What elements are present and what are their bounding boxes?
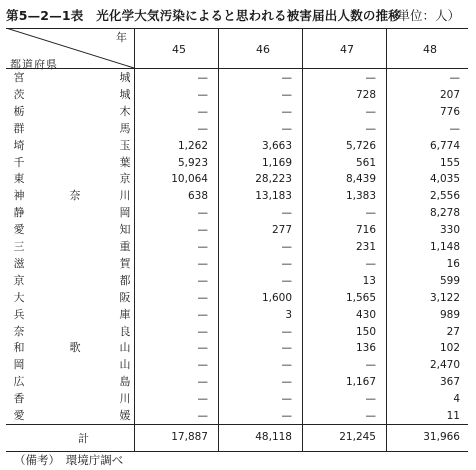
cell-value: — xyxy=(281,257,292,270)
cell-value: 5,726 xyxy=(345,139,376,152)
table-row xyxy=(6,86,468,104)
cell-value: — xyxy=(365,207,376,220)
cell-value: — xyxy=(449,122,460,135)
cell-value: 561 xyxy=(355,156,376,169)
prefecture-char: 賀 xyxy=(119,256,131,270)
prefecture-char: 東 xyxy=(13,172,25,186)
cell-value: — xyxy=(281,342,292,355)
cell-value: — xyxy=(197,105,208,118)
table-row xyxy=(6,103,468,121)
table-row xyxy=(6,221,468,239)
prefecture-char: 滋 xyxy=(13,256,25,270)
cell-value: 207 xyxy=(439,88,460,101)
cell-value: — xyxy=(197,257,208,270)
title-row xyxy=(6,6,472,22)
prefecture-char: 媛 xyxy=(119,409,131,422)
cell-value: — xyxy=(281,325,292,338)
cell-value: — xyxy=(365,257,376,270)
cell-value: 10,064 xyxy=(171,173,208,186)
table-row xyxy=(6,137,468,155)
cell-value: — xyxy=(281,393,292,406)
cell-value: — xyxy=(365,410,376,422)
cell-value: — xyxy=(449,72,460,84)
table-row xyxy=(6,323,468,341)
table-row xyxy=(6,373,468,391)
cell-value: — xyxy=(281,122,292,135)
cell-value: 728 xyxy=(355,88,376,101)
cell-value: 1,565 xyxy=(345,291,376,304)
table-row xyxy=(6,306,468,324)
cell-value: 11 xyxy=(446,410,460,422)
cell-value: 27 xyxy=(446,325,460,338)
source-note: （備考） 環境庁調べ xyxy=(14,453,124,467)
prefecture-char: 愛 xyxy=(13,223,25,237)
cell-value: — xyxy=(281,72,292,84)
table-row xyxy=(6,255,468,273)
cell-value: 231 xyxy=(355,241,376,253)
cell-value: 776 xyxy=(439,105,460,118)
prefecture-char: 馬 xyxy=(119,121,131,135)
data-table xyxy=(6,28,468,452)
cell-value: 3,122 xyxy=(429,291,460,304)
unit-label: （単位：人） xyxy=(384,8,460,23)
prefecture-char: 山 xyxy=(119,341,131,355)
cell-value: 13,183 xyxy=(255,190,292,203)
table-row xyxy=(6,356,468,374)
cell-value: — xyxy=(281,274,292,287)
cell-value: — xyxy=(197,376,208,389)
cell-value: 1,169 xyxy=(261,156,292,169)
prefecture-char: 広 xyxy=(13,375,25,389)
cell-value: — xyxy=(281,376,292,389)
prefecture-char: 城 xyxy=(119,87,131,101)
cell-value: 430 xyxy=(355,308,376,321)
cell-value: 367 xyxy=(439,376,460,389)
prefecture-char: 奈 xyxy=(69,189,81,203)
total-value: 31,966 xyxy=(423,431,460,443)
prefecture-char: 島 xyxy=(119,375,131,389)
cell-value: — xyxy=(281,410,292,422)
prefecture-char: 京 xyxy=(119,172,131,186)
table-row xyxy=(6,69,468,87)
cell-value: — xyxy=(197,241,208,253)
cell-value: 16 xyxy=(446,257,460,270)
cell-value: 8,278 xyxy=(429,207,460,220)
prefecture-char: 茨 xyxy=(13,87,25,101)
prefecture-char: 山 xyxy=(119,358,131,372)
table-row xyxy=(6,120,468,138)
total-label: 計 xyxy=(78,432,89,445)
cell-value: — xyxy=(281,88,292,101)
cell-value: — xyxy=(197,359,208,372)
table-row xyxy=(6,339,468,357)
prefecture-char: 良 xyxy=(119,324,131,338)
prefecture-char: 京 xyxy=(13,273,25,287)
cell-value: — xyxy=(197,393,208,406)
prefecture-char: 奈 xyxy=(13,324,25,338)
cell-value: 1,262 xyxy=(177,139,208,152)
year-45: 45 xyxy=(172,43,186,56)
prefecture-char: 岡 xyxy=(13,358,25,372)
prefecture-char: 三 xyxy=(13,240,25,253)
cell-value: — xyxy=(197,342,208,355)
cell-value: 277 xyxy=(271,224,292,237)
cell-value: 989 xyxy=(439,308,460,321)
cell-value: — xyxy=(197,291,208,304)
prefecture-char: 歌 xyxy=(69,341,81,355)
prefecture-char: 埼 xyxy=(13,138,25,152)
table-row xyxy=(6,204,468,222)
year-48: 48 xyxy=(423,43,437,56)
prefecture-char: 宮 xyxy=(13,71,25,84)
cell-value: — xyxy=(197,207,208,220)
cell-value: 5,923 xyxy=(177,156,208,169)
cell-value: 2,556 xyxy=(429,190,460,203)
cell-value: 1,600 xyxy=(261,291,292,304)
table-row xyxy=(6,272,468,290)
cell-value: 638 xyxy=(187,190,208,203)
cell-value: 4 xyxy=(453,393,460,406)
prefecture-char: 群 xyxy=(13,121,25,135)
cell-value: 8,439 xyxy=(345,173,376,186)
table-row xyxy=(6,289,468,307)
prefecture-char: 重 xyxy=(119,240,131,253)
prefecture-char: 庫 xyxy=(119,307,131,321)
cell-value: 716 xyxy=(355,224,376,237)
cell-value: — xyxy=(197,88,208,101)
prefecture-char: 城 xyxy=(119,71,131,84)
cell-value: — xyxy=(365,393,376,406)
prefecture-char: 栃 xyxy=(13,104,25,118)
cell-value: — xyxy=(197,274,208,287)
year-47: 47 xyxy=(340,43,354,56)
cell-value: 150 xyxy=(355,325,376,338)
prefecture-char: 兵 xyxy=(13,307,25,321)
prefecture-char: 木 xyxy=(119,104,131,118)
prefecture-char: 葉 xyxy=(119,155,131,169)
cell-value: — xyxy=(365,72,376,84)
cell-value: 155 xyxy=(439,156,460,169)
cell-value: — xyxy=(197,410,208,422)
cell-value: 4,035 xyxy=(429,173,460,186)
table-row xyxy=(6,407,468,425)
prefecture-char: 岡 xyxy=(119,206,131,220)
table-row xyxy=(6,154,468,172)
cell-value: 6,774 xyxy=(429,139,460,152)
cell-value: — xyxy=(281,241,292,253)
cell-value: — xyxy=(197,72,208,84)
year-46: 46 xyxy=(256,43,270,56)
prefecture-char: 神 xyxy=(13,189,25,203)
total-value: 21,245 xyxy=(339,431,376,443)
cell-value: 28,223 xyxy=(255,173,292,186)
prefecture-char: 香 xyxy=(13,392,25,406)
cell-value: — xyxy=(365,122,376,135)
table-row xyxy=(6,187,468,205)
table-title: 第5—2—1表 光化学大気汚染によると思われる被害届出人数の推移 xyxy=(6,8,401,23)
cell-value: 1,383 xyxy=(345,190,376,203)
prefecture-char: 大 xyxy=(13,290,25,304)
prefecture-char: 玉 xyxy=(119,138,131,152)
cell-value: 102 xyxy=(439,342,460,355)
prefecture-char: 阪 xyxy=(119,290,131,304)
cell-value: — xyxy=(197,325,208,338)
prefecture-char: 川 xyxy=(119,392,131,406)
cell-value: — xyxy=(281,105,292,118)
header-prefecture-label: 都道府県 xyxy=(10,58,58,71)
prefecture-char: 和 xyxy=(13,341,25,355)
cell-value: 13 xyxy=(362,274,376,287)
cell-value: — xyxy=(197,308,208,321)
cell-value: — xyxy=(197,224,208,237)
cell-value: 3,663 xyxy=(261,139,292,152)
cell-value: 599 xyxy=(439,274,460,287)
table-row xyxy=(6,238,468,256)
prefecture-char: 都 xyxy=(119,273,131,287)
prefecture-char: 知 xyxy=(119,223,131,237)
prefecture-char: 愛 xyxy=(13,409,25,422)
cell-value: — xyxy=(281,359,292,372)
table-row xyxy=(6,390,468,408)
cell-value: 3 xyxy=(285,308,292,321)
cell-value: — xyxy=(197,122,208,135)
cell-value: 1,148 xyxy=(429,241,460,253)
cell-value: — xyxy=(281,207,292,220)
prefecture-char: 川 xyxy=(119,189,131,203)
cell-value: — xyxy=(365,105,376,118)
cell-value: 136 xyxy=(355,342,376,355)
cell-value: 330 xyxy=(439,224,460,237)
header-year-label: 年 xyxy=(116,31,127,44)
total-value: 48,118 xyxy=(255,431,292,443)
cell-value: — xyxy=(365,359,376,372)
prefecture-char: 静 xyxy=(13,206,25,220)
cell-value: 1,167 xyxy=(345,376,376,389)
cell-value: 2,470 xyxy=(429,359,460,372)
table-row xyxy=(6,170,468,188)
prefecture-char: 千 xyxy=(13,155,25,169)
total-value: 17,887 xyxy=(171,431,208,443)
